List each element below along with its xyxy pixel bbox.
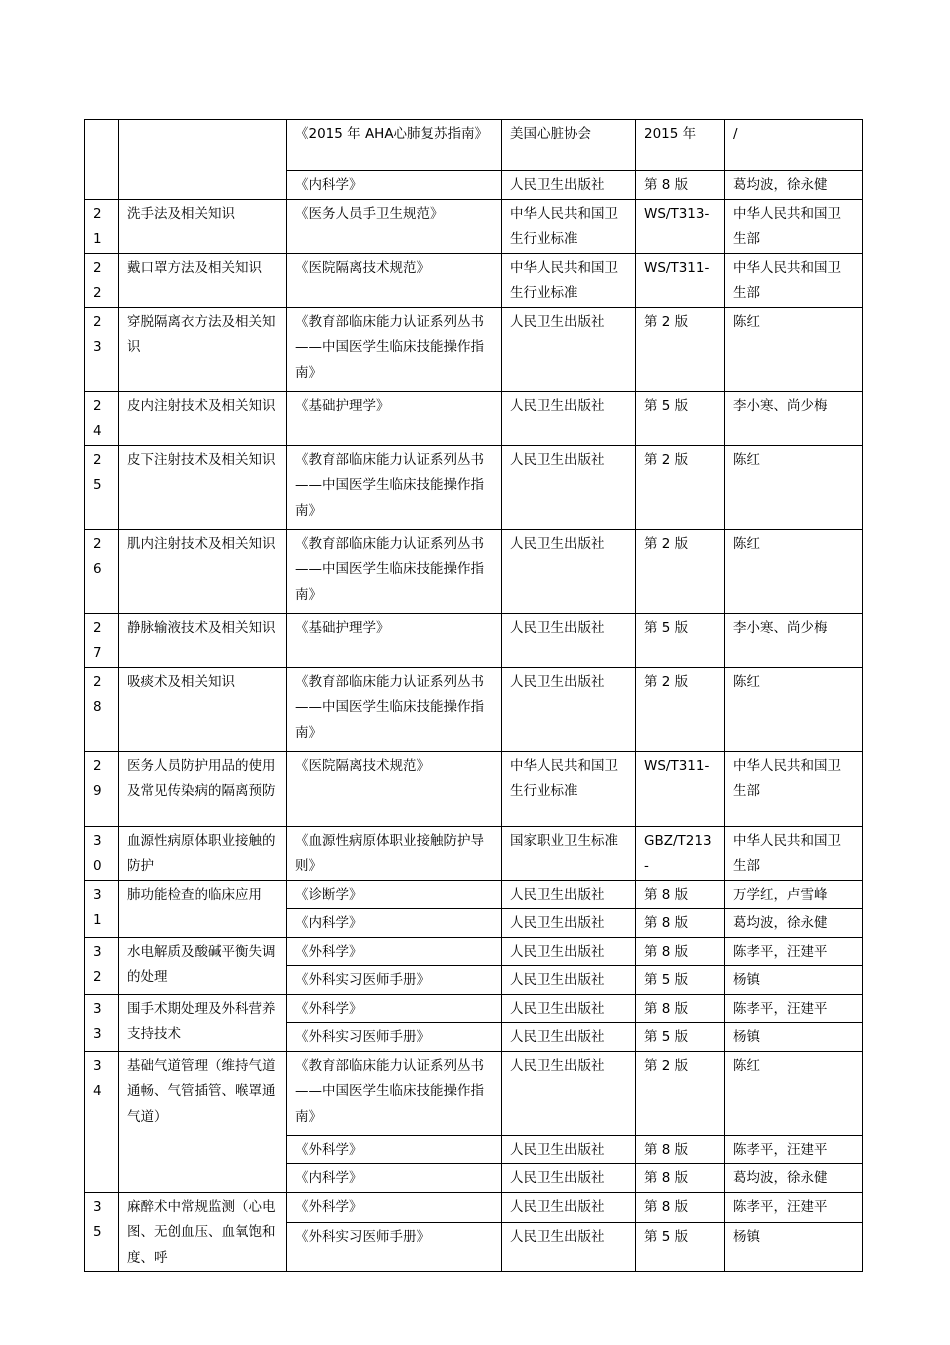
item-number: 34: [85, 1051, 119, 1192]
book-title: 《医务人员手卫生规范》: [287, 199, 502, 253]
book-title: 《外科实习医师手册》: [287, 1023, 502, 1052]
table-row: [85, 751, 863, 826]
table-row: [85, 199, 863, 253]
publisher: 中华人民共和国卫生行业标准: [502, 751, 636, 826]
item-number: 30: [85, 826, 119, 880]
table-row: [85, 391, 863, 445]
item-number: 32: [85, 937, 119, 994]
book-title: 《教育部临床能力认证系列丛书——中国医学生临床技能操作指南》: [287, 307, 502, 391]
publisher: 人民卫生出版社: [502, 391, 636, 445]
author: 陈孝平，汪建平: [725, 1192, 863, 1223]
author: 杨镇: [725, 1023, 863, 1052]
author: 陈红: [725, 1051, 863, 1135]
author: 葛均波，徐永健: [725, 171, 863, 200]
table-row: [85, 445, 863, 529]
item-topic: 皮下注射技术及相关知识: [119, 445, 287, 529]
author: 中华人民共和国卫生部: [725, 826, 863, 880]
book-title: 《医院隔离技术规范》: [287, 751, 502, 826]
item-number: 21: [85, 199, 119, 253]
edition: 第 8 版: [636, 909, 725, 938]
book-title: 《外科学》: [287, 937, 502, 966]
edition: 第 8 版: [636, 1164, 725, 1193]
table-row: [85, 613, 863, 667]
item-number: 26: [85, 529, 119, 613]
table-row: [85, 826, 863, 880]
author: 杨镇: [725, 966, 863, 995]
publisher: 人民卫生出版社: [502, 1023, 636, 1052]
item-topic: 水电解质及酸碱平衡失调的处理: [119, 937, 287, 994]
book-title: 《外科实习医师手册》: [287, 966, 502, 995]
author: 葛均波，徐永健: [725, 1164, 863, 1193]
book-title: 《教育部临床能力认证系列丛书——中国医学生临床技能操作指南》: [287, 667, 502, 751]
edition: 第 2 版: [636, 529, 725, 613]
author: 陈孝平，汪建平: [725, 994, 863, 1023]
item-number: 35: [85, 1192, 119, 1272]
book-title: 《基础护理学》: [287, 391, 502, 445]
edition: GBZ/T213-: [636, 826, 725, 880]
item-topic: 肌内注射技术及相关知识: [119, 529, 287, 613]
book-title: 《内科学》: [287, 909, 502, 938]
item-number: 25: [85, 445, 119, 529]
item-number: 22: [85, 253, 119, 307]
edition: 第 2 版: [636, 307, 725, 391]
author: 杨镇: [725, 1223, 863, 1272]
edition: WS/T313-: [636, 199, 725, 253]
author: 葛均波，徐永健: [725, 909, 863, 938]
item-number: 27: [85, 613, 119, 667]
edition: 第 2 版: [636, 1051, 725, 1135]
table-row: [85, 667, 863, 751]
item-topic: 戴口罩方法及相关知识: [119, 253, 287, 307]
item-topic: 穿脱隔离衣方法及相关知识: [119, 307, 287, 391]
edition: 第 8 版: [636, 1192, 725, 1223]
item-topic: [119, 120, 287, 200]
publisher: 国家职业卫生标准: [502, 826, 636, 880]
publisher: 人民卫生出版社: [502, 1223, 636, 1272]
publisher: 人民卫生出版社: [502, 994, 636, 1023]
item-number: 29: [85, 751, 119, 826]
book-title: 《2015 年 AHA心肺复苏指南》: [287, 120, 502, 171]
publisher: 中华人民共和国卫生行业标准: [502, 199, 636, 253]
table-row: [85, 994, 863, 1023]
author: 陈孝平，汪建平: [725, 1135, 863, 1164]
book-title: 《外科学》: [287, 1135, 502, 1164]
item-number: 23: [85, 307, 119, 391]
publisher: 人民卫生出版社: [502, 445, 636, 529]
book-title: 《诊断学》: [287, 880, 502, 909]
book-title: 《基础护理学》: [287, 613, 502, 667]
publisher: 人民卫生出版社: [502, 909, 636, 938]
book-title: 《医院隔离技术规范》: [287, 253, 502, 307]
publisher: 人民卫生出版社: [502, 529, 636, 613]
item-topic: 基础气道管理（维持气道通畅、气管插管、喉罩通气道）: [119, 1051, 287, 1192]
item-number: [85, 120, 119, 200]
table-row: [85, 529, 863, 613]
author: 李小寒、尚少梅: [725, 391, 863, 445]
edition: 第 8 版: [636, 171, 725, 200]
edition: 第 5 版: [636, 391, 725, 445]
publisher: 人民卫生出版社: [502, 613, 636, 667]
publisher: 美国心脏协会: [502, 120, 636, 171]
publisher: 人民卫生出版社: [502, 1051, 636, 1135]
item-number: 28: [85, 667, 119, 751]
edition: 第 5 版: [636, 966, 725, 995]
edition: 第 2 版: [636, 667, 725, 751]
publisher: 人民卫生出版社: [502, 1164, 636, 1193]
publisher: 人民卫生出版社: [502, 937, 636, 966]
book-title: 《血源性病原体职业接触防护导则》: [287, 826, 502, 880]
author: 中华人民共和国卫生部: [725, 751, 863, 826]
book-title: 《外科实习医师手册》: [287, 1223, 502, 1272]
table-row: [85, 937, 863, 966]
publisher: 人民卫生出版社: [502, 307, 636, 391]
book-title: 《教育部临床能力认证系列丛书——中国医学生临床技能操作指南》: [287, 1051, 502, 1135]
edition: 第 8 版: [636, 1135, 725, 1164]
item-number: 33: [85, 994, 119, 1051]
author: 中华人民共和国卫生部: [725, 253, 863, 307]
edition: 第 5 版: [636, 1023, 725, 1052]
author: 李小寒、尚少梅: [725, 613, 863, 667]
book-title: 《内科学》: [287, 171, 502, 200]
edition: 第 5 版: [636, 1223, 725, 1272]
item-topic: 吸痰术及相关知识: [119, 667, 287, 751]
item-topic: 静脉输液技术及相关知识: [119, 613, 287, 667]
item-topic: 洗手法及相关知识: [119, 199, 287, 253]
edition: 2015 年: [636, 120, 725, 171]
publisher: 人民卫生出版社: [502, 1192, 636, 1223]
publisher: 中华人民共和国卫生行业标准: [502, 253, 636, 307]
author: /: [725, 120, 863, 171]
table-row: [85, 307, 863, 391]
author: 陈红: [725, 667, 863, 751]
author: 万学红，卢雪峰: [725, 880, 863, 909]
edition: 第 8 版: [636, 994, 725, 1023]
author: 陈孝平，汪建平: [725, 937, 863, 966]
item-number: 24: [85, 391, 119, 445]
item-topic: 血源性病原体职业接触的防护: [119, 826, 287, 880]
item-topic: 麻醉术中常规监测（心电图、无创血压、血氧饱和度、呼: [119, 1192, 287, 1272]
table-row: [85, 880, 863, 909]
table-row: [85, 1051, 863, 1135]
publisher: 人民卫生出版社: [502, 667, 636, 751]
table-row: [85, 120, 863, 171]
book-title: 《教育部临床能力认证系列丛书——中国医学生临床技能操作指南》: [287, 445, 502, 529]
item-topic: 医务人员防护用品的使用及常见传染病的隔离预防: [119, 751, 287, 826]
item-topic: 肺功能检查的临床应用: [119, 880, 287, 937]
table-row: [85, 1192, 863, 1223]
edition: WS/T311-: [636, 751, 725, 826]
item-topic: 围手术期处理及外科营养支持技术: [119, 994, 287, 1051]
author: 陈红: [725, 529, 863, 613]
item-topic: 皮内注射技术及相关知识: [119, 391, 287, 445]
edition: WS/T311-: [636, 253, 725, 307]
edition: 第 5 版: [636, 613, 725, 667]
publisher: 人民卫生出版社: [502, 1135, 636, 1164]
book-title: 《外科学》: [287, 994, 502, 1023]
book-title: 《外科学》: [287, 1192, 502, 1223]
publisher: 人民卫生出版社: [502, 880, 636, 909]
table-row: [85, 253, 863, 307]
author: 中华人民共和国卫生部: [725, 199, 863, 253]
publisher: 人民卫生出版社: [502, 966, 636, 995]
edition: 第 8 版: [636, 937, 725, 966]
reference-table: [84, 119, 863, 1272]
item-number: 31: [85, 880, 119, 937]
book-title: 《教育部临床能力认证系列丛书——中国医学生临床技能操作指南》: [287, 529, 502, 613]
author: 陈红: [725, 445, 863, 529]
book-title: 《内科学》: [287, 1164, 502, 1193]
edition: 第 2 版: [636, 445, 725, 529]
publisher: 人民卫生出版社: [502, 171, 636, 200]
edition: 第 8 版: [636, 880, 725, 909]
author: 陈红: [725, 307, 863, 391]
